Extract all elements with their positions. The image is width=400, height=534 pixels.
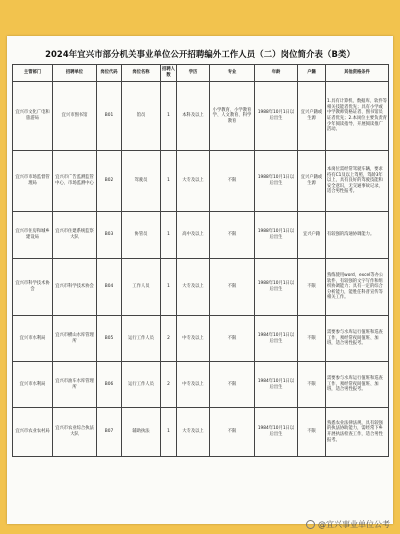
table-cell: 宜兴市住建系统监察大队 <box>53 212 97 259</box>
table-cell: 不限 <box>210 151 255 212</box>
weibo-icon <box>306 520 315 529</box>
document-page <box>7 36 393 524</box>
table-cell: 宜兴市文化广电和旅游局 <box>13 82 53 151</box>
header-cell: 其他资格条件 <box>326 65 389 82</box>
table-cell: 1.具有计算机、数据库、软件等相关技能者优先；具有小学或中学教师资格证者、图书馆员证者优先；2.本岗位主要负责青少年阅读指导、开展阅读推广活动。 <box>326 82 389 151</box>
table-cell: 宜兴市市场监督管理局 <box>13 151 53 212</box>
table-cell: 2 <box>161 362 177 408</box>
header-cell: 专业 <box>210 65 255 82</box>
table-cell: 不限 <box>298 316 326 362</box>
table-cell: 熟悉农业法律法规，具有较强的执法协助能力，需经常下乡开展执法检查工作，适合男性报考。 <box>326 408 389 457</box>
table-cell: 大专及以上 <box>177 259 210 316</box>
watermark-text: @宜兴事业单位公考 <box>318 520 390 529</box>
header-cell: 户籍 <box>298 65 326 82</box>
table-cell: 不限 <box>210 408 255 457</box>
header-cell: 岗位名称 <box>122 65 161 82</box>
table-cell: 1 <box>161 212 177 259</box>
watermark <box>306 519 390 530</box>
table-cell: 宜兴市油车水库管理所 <box>53 362 97 408</box>
table-row <box>13 362 389 408</box>
table-cell: 不限 <box>210 259 255 316</box>
table-cell: 1988年10月1日以后出生 <box>255 151 298 212</box>
table-cell: 宜兴市科学技术协会 <box>53 259 97 316</box>
table-cell: 辅助执法 <box>122 408 161 457</box>
header-cell: 年龄 <box>255 65 298 82</box>
table-cell: 宜兴市农业农村局 <box>13 408 53 457</box>
table-cell: 不限 <box>210 316 255 362</box>
table-cell: 宜兴户籍 <box>298 212 326 259</box>
header-cell: 岗位代码 <box>97 65 122 82</box>
table-cell: 宜兴户籍或生源 <box>298 82 326 151</box>
header-cell: 招聘单位 <box>53 65 97 82</box>
table-cell: 2 <box>161 316 177 362</box>
table-cell: 工作人员 <box>122 259 161 316</box>
table-cell: B03 <box>97 212 122 259</box>
header-cell: 学历 <box>177 65 210 82</box>
table-cell: 宜兴市水利局 <box>13 316 53 362</box>
table-cell: 运行工作人员 <box>122 316 161 362</box>
table-cell: 不限 <box>210 212 255 259</box>
header-cell: 招聘人数 <box>161 65 177 82</box>
table-cell: 需要参与水库运行值班和巡查工作，须经常夜间值班、加班，适合男性报考。 <box>326 362 389 408</box>
table-cell: 1 <box>161 151 177 212</box>
table-cell: 有较强的沟通协调能力。 <box>326 212 389 259</box>
table-cell: 1984年10月1日以后出生 <box>255 362 298 408</box>
job-table <box>12 64 389 457</box>
table-cell: 宜兴市图书馆 <box>53 82 97 151</box>
table-cell: 1984年10月1日以后出生 <box>255 408 298 457</box>
table-cell: 馆员 <box>122 82 161 151</box>
table-cell: 宜兴市农业综合执法大队 <box>53 408 97 457</box>
table-cell: B01 <box>97 82 122 151</box>
table-cell: 1984年10月1日以后出生 <box>255 316 298 362</box>
table-cell: B02 <box>97 151 122 212</box>
table-cell: 不限 <box>298 362 326 408</box>
table-cell: 运行工作人员 <box>122 362 161 408</box>
table-cell: 宜兴市科学技术协会 <box>13 259 53 316</box>
table-cell: 高中及以上 <box>177 212 210 259</box>
table-cell: 需要参与水库运行值班和巡查工作，须经常夜间值班、加班，适合男性报考。 <box>326 316 389 362</box>
table-cell: B04 <box>97 259 122 316</box>
table-cell: 中专及以上 <box>177 316 210 362</box>
table-row <box>13 316 389 362</box>
table-cell: 协管员 <box>122 212 161 259</box>
table-cell: 不限 <box>210 362 255 408</box>
table-cell: 小学教育、小学教育学、人文教育、科学教育 <box>210 82 255 151</box>
table-row <box>13 212 389 259</box>
table-row <box>13 82 389 151</box>
table-cell: 宜兴市横山水库管理所 <box>53 316 97 362</box>
table-row <box>13 408 389 457</box>
page-title: 2024年宜兴市部分机关事业单位公开招聘编外工作人员（二）岗位简介表（B类） <box>45 49 355 59</box>
table-cell: 驾驶员 <box>122 151 161 212</box>
table-cell: 1 <box>161 408 177 457</box>
table-cell: 大专及以上 <box>177 408 210 457</box>
table-cell: 1 <box>161 259 177 316</box>
table-cell: B07 <box>97 408 122 457</box>
table-cell: 宜兴市水利局 <box>13 362 53 408</box>
table-cell: 本科及以上 <box>177 82 210 151</box>
header-cell: 主管部门 <box>13 65 53 82</box>
table-cell: 本岗位需经常驾驶车辆，要求持有C1及以上驾照，驾龄3年以上，具有良好的驾驶技能和安全意识，无交通事故记录，适合男性报考。 <box>326 151 389 212</box>
table-cell: 不限 <box>298 408 326 457</box>
table-header-row <box>13 65 389 82</box>
table-cell: 中专及以上 <box>177 362 210 408</box>
table-row <box>13 151 389 212</box>
table-cell: B06 <box>97 362 122 408</box>
table-cell: 1988年10月1日以后出生 <box>255 259 298 316</box>
table-cell: B05 <box>97 316 122 362</box>
table-row <box>13 259 389 316</box>
table-cell: 不限 <box>298 259 326 316</box>
table-cell: 1988年10月1日以后出生 <box>255 82 298 151</box>
table-cell: 宜兴市住房和城乡建设局 <box>13 212 53 259</box>
table-cell: 熟练使用word、excel等办公软件，有较强的文字写作和组织协调能力；具有一定的综合分析能力，能胜任科普宣传等相关工作。 <box>326 259 389 316</box>
table-cell: 1988年10月1日以后出生 <box>255 212 298 259</box>
table-cell: 宜兴户籍或生源 <box>298 151 326 212</box>
table-cell: 1 <box>161 82 177 151</box>
table-cell: 大专及以上 <box>177 151 210 212</box>
table-cell: 宜兴市广告监测监管中心、市场监测中心 <box>53 151 97 212</box>
